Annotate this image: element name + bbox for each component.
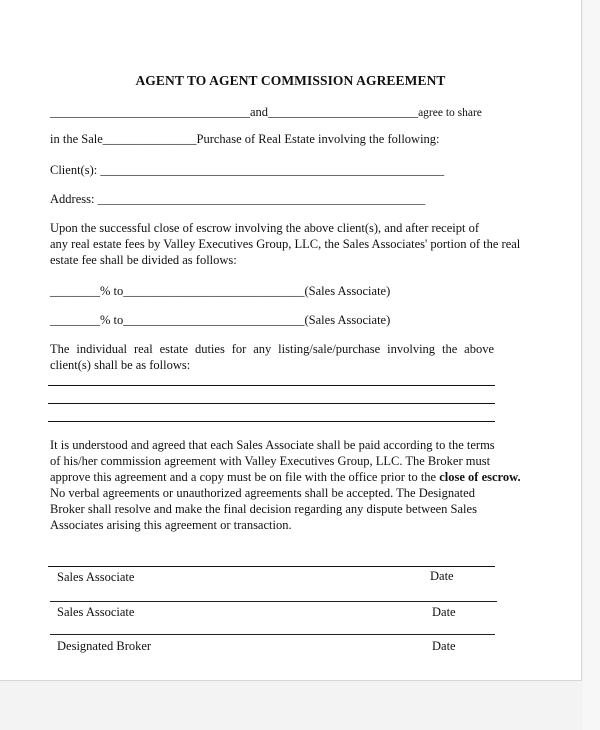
clients-line xyxy=(50,162,444,178)
address-line xyxy=(50,191,425,208)
agent-a-blank[interactable]: ________________________________ xyxy=(50,105,250,119)
paragraph-line: any real estate fees by Valley Executives Group, LLC, the Sales Associates' portion of the real xyxy=(50,237,521,251)
clients-label: Client(s): xyxy=(50,163,98,177)
percent-blank[interactable]: ________ xyxy=(50,284,100,298)
signature-label: Designated Broker xyxy=(57,639,152,653)
paragraph-line: Associates arising this agreement or transaction. xyxy=(50,518,292,532)
signature-line[interactable] xyxy=(50,601,497,602)
address-label: Address: xyxy=(50,192,95,206)
agree-to-share-line xyxy=(50,104,482,121)
clients-blank[interactable]: _______________________________________________________ xyxy=(100,163,445,177)
address-blank[interactable]: _________________________________________________________ xyxy=(97,194,426,206)
paragraph-line: of his/her commission agreement with Valley Executives Group, LLC. The Broker must xyxy=(50,454,491,468)
agent-b-blank[interactable]: ________________________ xyxy=(268,105,419,119)
signature-line[interactable] xyxy=(48,566,495,567)
scrollbar-track[interactable] xyxy=(583,0,600,730)
signature-label: Sales Associate xyxy=(57,605,135,619)
date-label: Date xyxy=(432,639,456,653)
document-title: AGENT TO AGENT COMMISSION AGREEMENT xyxy=(135,73,446,88)
sales-associate-role: (Sales Associate) xyxy=(304,284,391,298)
sales-associate-role: (Sales Associate) xyxy=(304,313,391,327)
date-label: Date xyxy=(432,605,456,619)
paragraph-line xyxy=(50,469,521,485)
associate-name-blank[interactable]: _____________________________ xyxy=(123,284,305,298)
and-text: and xyxy=(250,105,269,119)
percent-blank[interactable]: ________ xyxy=(50,313,100,327)
percent-to-text: % to xyxy=(100,284,124,298)
split-row xyxy=(50,312,390,328)
agree-to-share-text: agree to share xyxy=(418,107,482,119)
purchase-text: Purchase of Real Estate involving the following: xyxy=(196,132,440,146)
associate-name-blank[interactable]: _____________________________ xyxy=(123,313,305,327)
paragraph-line: client(s) shall be as follows: xyxy=(50,358,191,372)
split-row xyxy=(50,283,390,299)
in-the-sale-text: in the Sale xyxy=(50,132,103,146)
paragraph-line: estate fee shall be divided as follows: xyxy=(50,253,237,267)
duties-paragraph xyxy=(50,341,494,373)
paragraph-line: No verbal agreements or unauthorized agreements shall be accepted. The Designated xyxy=(50,486,475,500)
approve-text: approve this agreement and a copy must be on file with the office prior to the xyxy=(50,470,437,484)
signature-line[interactable] xyxy=(50,634,495,635)
understanding-paragraph xyxy=(50,437,521,533)
escrow-paragraph xyxy=(50,220,520,268)
sale-purchase-blank[interactable]: _______________ xyxy=(102,132,197,146)
paragraph-line: The individual real estate duties for any listing/sale/purchase involving the above xyxy=(50,342,494,356)
signature-label: Sales Associate xyxy=(57,570,135,584)
paragraph-line: Upon the successful close of escrow involving the above client(s), and after receipt of xyxy=(50,221,480,235)
paragraph-line: It is understood and agreed that each Sales Associate shall be paid according to the terms xyxy=(50,438,495,452)
duties-line[interactable] xyxy=(48,403,495,404)
close-of-escrow-text: close of escrow. xyxy=(439,470,521,484)
sale-purchase-line xyxy=(50,131,440,147)
duties-line[interactable] xyxy=(48,385,495,386)
paragraph-line: Broker shall resolve and make the final decision regarding any dispute between Sales xyxy=(50,502,477,516)
duties-line[interactable] xyxy=(48,421,495,422)
percent-to-text: % to xyxy=(100,313,124,327)
date-label: Date xyxy=(430,569,454,583)
